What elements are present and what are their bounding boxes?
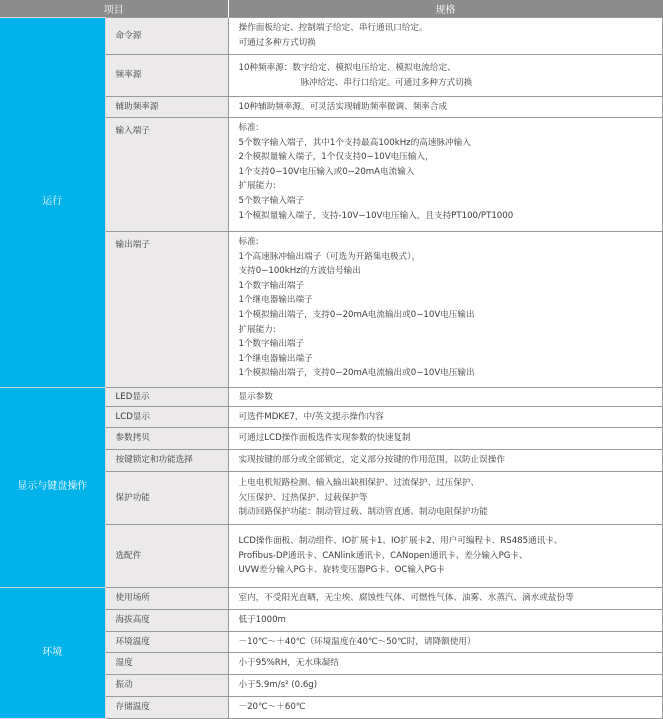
header-row <box>0 0 663 18</box>
item-label: LCD显示 <box>105 407 228 428</box>
spec-cell <box>228 588 663 610</box>
spec-line: 室内，不受阳光直晒，无尘埃、腐蚀性气体、可燃性气体、油雾、水蒸汽、滴水或盐份等 <box>238 593 574 604</box>
item-label: 使用场所 <box>105 588 228 610</box>
spec-line: 1个数字输出端子 <box>238 280 305 291</box>
spec-line: 1个继电器输出端子 <box>238 295 313 306</box>
item-label: 振动 <box>105 675 228 697</box>
spec-cell <box>228 18 663 55</box>
header-item: 项目 <box>0 0 228 18</box>
spec-line: 10种辅助频率源。可灵活实现辅助频率微调、频率合成 <box>238 101 448 112</box>
item-label: 湿度 <box>105 653 228 675</box>
spec-line: 5个数字输入端子 <box>238 195 305 206</box>
item-label: 命令源 <box>105 18 228 55</box>
category-cell: 运行 <box>0 18 105 388</box>
item-label: 保护功能 <box>105 472 228 525</box>
spec-cell <box>228 388 663 407</box>
spec-line: 1个继电器输出端子 <box>238 353 313 364</box>
spec-line: UVW差分输入PG卡、旋转变压器PG卡、OC输入PG卡 <box>238 565 445 576</box>
table-row <box>0 388 663 407</box>
spec-cell <box>228 525 663 588</box>
spec-line: 可通过LCD操作面板选件实现参数的快速复制 <box>238 433 411 444</box>
spec-line: 可通过多种方式切换 <box>238 38 316 48</box>
spec-line: 扩展能力: <box>238 181 276 192</box>
spec-line: 小于5.9m/s² (0.6g) <box>238 680 318 691</box>
spec-line: 1个支持0−10V电压输入或0−20mA电流输入 <box>238 166 415 177</box>
spec-cell <box>228 653 663 675</box>
spec-cell <box>228 407 663 428</box>
item-label: 选配件 <box>105 525 228 588</box>
spec-cell <box>228 610 663 632</box>
spec-line: 上电电机短路检测、输入输出缺相保护、过流保护、过压保护、 <box>238 478 480 489</box>
spec-line: 1个数字输出端子 <box>238 339 305 350</box>
spec-cell <box>228 450 663 472</box>
spec-cell <box>228 428 663 450</box>
spec-line: 实现按键的部分或全部锁定，定义部分按键的作用范围，以防止误操作 <box>238 455 505 466</box>
item-label: 辅助频率源 <box>105 97 228 118</box>
spec-line: 支持0−100kHz的方波信号输出 <box>238 266 361 277</box>
category-cell: 显示与键盘操作 <box>0 388 105 588</box>
item-label: LED显示 <box>105 388 228 407</box>
spec-line: 小于95%RH，无水珠凝结 <box>238 658 339 669</box>
spec-line: 1个模拟输出端子，支持0−20mA电流输出或0−10V电压输出 <box>238 368 475 379</box>
item-label: 输出端子 <box>105 232 228 388</box>
spec-line: －20℃～＋60℃ <box>238 702 306 713</box>
item-label: 参数拷贝 <box>105 428 228 450</box>
spec-cell <box>228 697 663 719</box>
spec-line: Profibus-DP通讯卡、CANlink通讯卡、CANopen通讯卡、差分输入PG卡、 <box>238 550 528 561</box>
spec-line: 脉冲给定、串行口给定。可通过多种方式切换 <box>300 77 473 88</box>
spec-line: 显示参数 <box>238 391 273 402</box>
spec-line: 低于1000m <box>238 615 286 626</box>
category-cell: 环境 <box>0 588 105 719</box>
item-label: 海拔高度 <box>105 610 228 632</box>
spec-cell <box>228 472 663 525</box>
spec-line: 可选件MDKE7，中/英文提示操作内容 <box>238 411 384 422</box>
item-label: 环境温度 <box>105 632 228 653</box>
spec-cell <box>228 232 663 388</box>
header-spec: 规格 <box>228 0 663 18</box>
spec-line: 扩展能力: <box>238 324 276 335</box>
item-label: 存储温度 <box>105 697 228 719</box>
spec-line: 1个高速脉冲输出端子（可选为开路集电极式）， <box>238 251 421 262</box>
spec-line: LCD操作面板、制动组件、IO扩展卡1、IO扩展卡2、用户可编程卡、RS485通讯卡、 <box>238 536 563 547</box>
spec-line: 5个数字输入端子，其中1个支持最高100kHz的高速脉冲输入 <box>238 137 471 148</box>
spec-line: 2个模拟量输入端子，1个仅支持0−10V电压输入， <box>238 152 434 163</box>
table-row <box>0 588 663 610</box>
spec-cell <box>228 118 663 232</box>
spec-line: －10℃～＋40℃（环境温度在40℃～50℃时，请降额使用） <box>238 636 476 647</box>
spec-line: 标准: <box>238 237 259 247</box>
item-label: 按键锁定和功能选择 <box>105 450 228 472</box>
spec-line: 1个模拟输出端子，支持0−20mA电流输出或0−10V电压输出 <box>238 309 475 320</box>
spec-line: 标准: <box>238 123 259 133</box>
spec-line: 1个模拟量输入端子，支持-10V−10V电压输入，且支持PT100/PT1000 <box>238 210 514 221</box>
spec-cell <box>228 632 663 653</box>
spec-cell <box>228 55 663 97</box>
spec-line: 制动回路保护功能：制动管过载、制动管直通、制动电阻保护功能 <box>238 507 488 518</box>
spec-line: 欠压保护、过热保护、过载保护等 <box>238 492 368 503</box>
table-row <box>0 18 663 55</box>
item-label: 输入端子 <box>105 118 228 232</box>
spec-cell <box>228 675 663 697</box>
spec-line: 操作面板给定、控制端子给定、串行通讯口给定。 <box>238 23 428 34</box>
spec-cell <box>228 97 663 118</box>
spec-line: 10种频率源：数字给定、模拟电压给定、模拟电流给定、 <box>238 62 456 73</box>
item-label: 频率源 <box>105 55 228 97</box>
